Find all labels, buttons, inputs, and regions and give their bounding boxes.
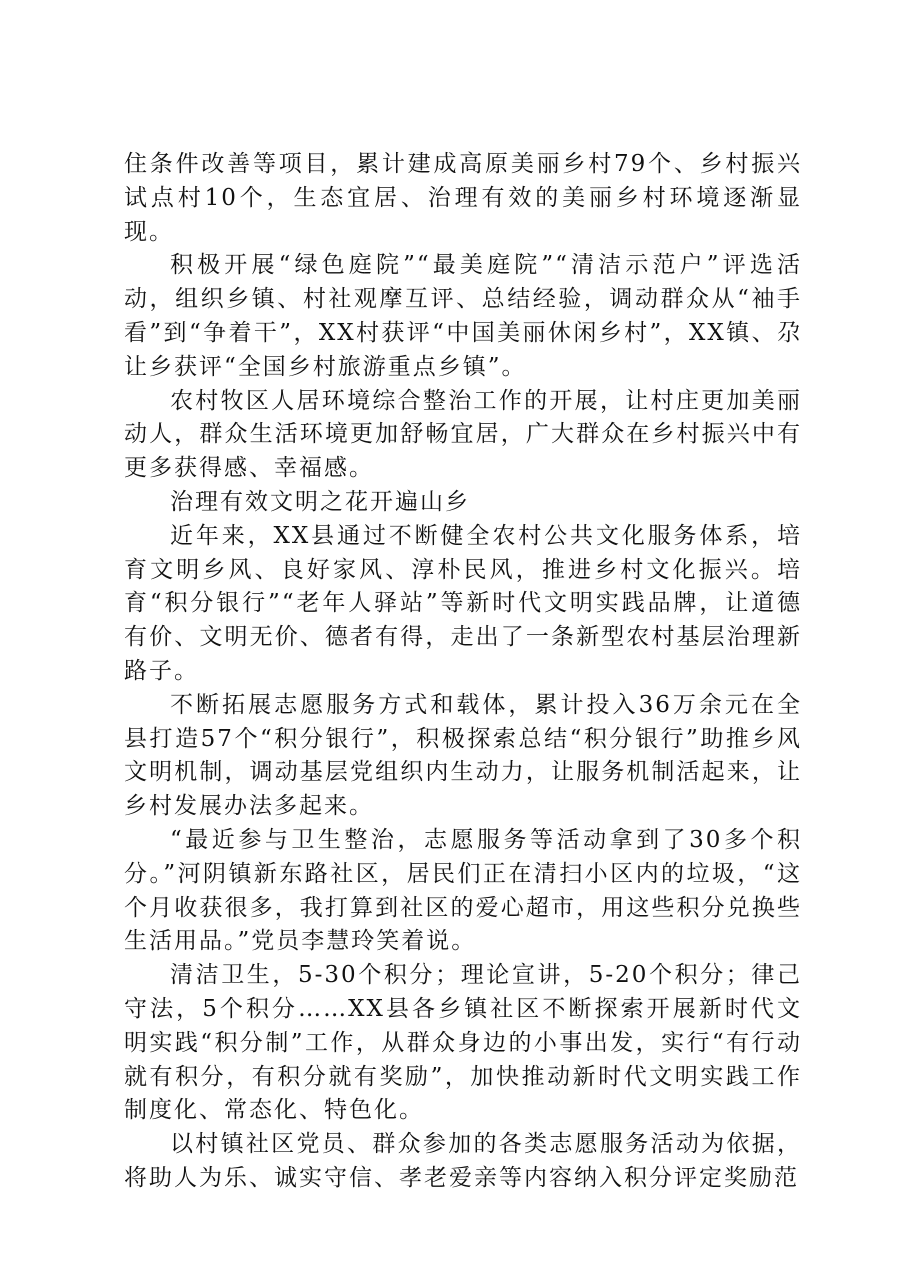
paragraph-environment-improvement: 农村牧区人居环境综合整治工作的开展，让村庄更加美丽动人，群众生活环境更加舒畅宜居，广大群众在乡村振兴中有更多获得感、幸福感。 [124,387,802,482]
paragraph-basis: 以村镇社区党员、群众参加的各类志愿服务活动为依据，将助人为乐、诚实守信、孝老爱亲等内容纳入积分评定奖励范 [124,1131,802,1191]
paragraph-recent-years: 近年来，XX县通过不断健全农村公共文化服务体系，培育文明乡风、良好家风、淳朴民风，推进乡村文化振兴。培育“积分银行”“老年人驿站”等新时代文明实践品牌，让道德有价、文明无价、德者有得，走出了一条新型农村基层治理新路子。 [124,522,802,684]
document-body [124,148,802,1196]
section-heading: 治理有效文明之花开遍山乡 [170,488,470,515]
paragraph-green-courtyard: 积极开展“绿色庭院”“最美庭院”“清洁示范户”评选活动，组织乡镇、村社观摩互评、总结经验，调动群众从“袖手看”到“争着干”，XX村获评“中国美丽休闲乡村”，XX镇、尕让乡获评“全国乡村旅游重点乡镇”。 [124,252,802,380]
paragraph-volunteer-service: 不断拓展志愿服务方式和载体，累计投入36万余元在全县打造57个“积分银行”，积极探索总结“积分银行”助推乡风文明机制，调动基层党组织内生动力，让服务机制活起来，让乡村发展办法多起来。 [124,691,802,820]
paragraph-resident-quote: “最近参与卫生整治，志愿服务等活动拿到了30多个积分。”河阴镇新东路社区，居民们正在清扫小区内的垃圾，“这个月收获很多，我打算到社区的爱心超市，用这些积分兑换些生活用品。”党员李慧玲笑着说。 [124,826,802,955]
paragraph-continued: 住条件改善等项目，累计建成高原美丽乡村79个、乡村振兴试点村10个，生态宜居、治理有效的美丽乡村环境逐渐显现。 [124,151,802,245]
paragraph-points-system: 清洁卫生，5-30个积分；理论宣讲，5-20个积分；律己守法，5个积分……XX县各乡镇社区不断探索开展新时代文明实践“积分制”工作，从群众身边的小事出发，实行“有行动就有积分，有积分就有奖励”，加快推动新时代文明实践工作制度化、常态化、特色化。 [124,962,802,1124]
